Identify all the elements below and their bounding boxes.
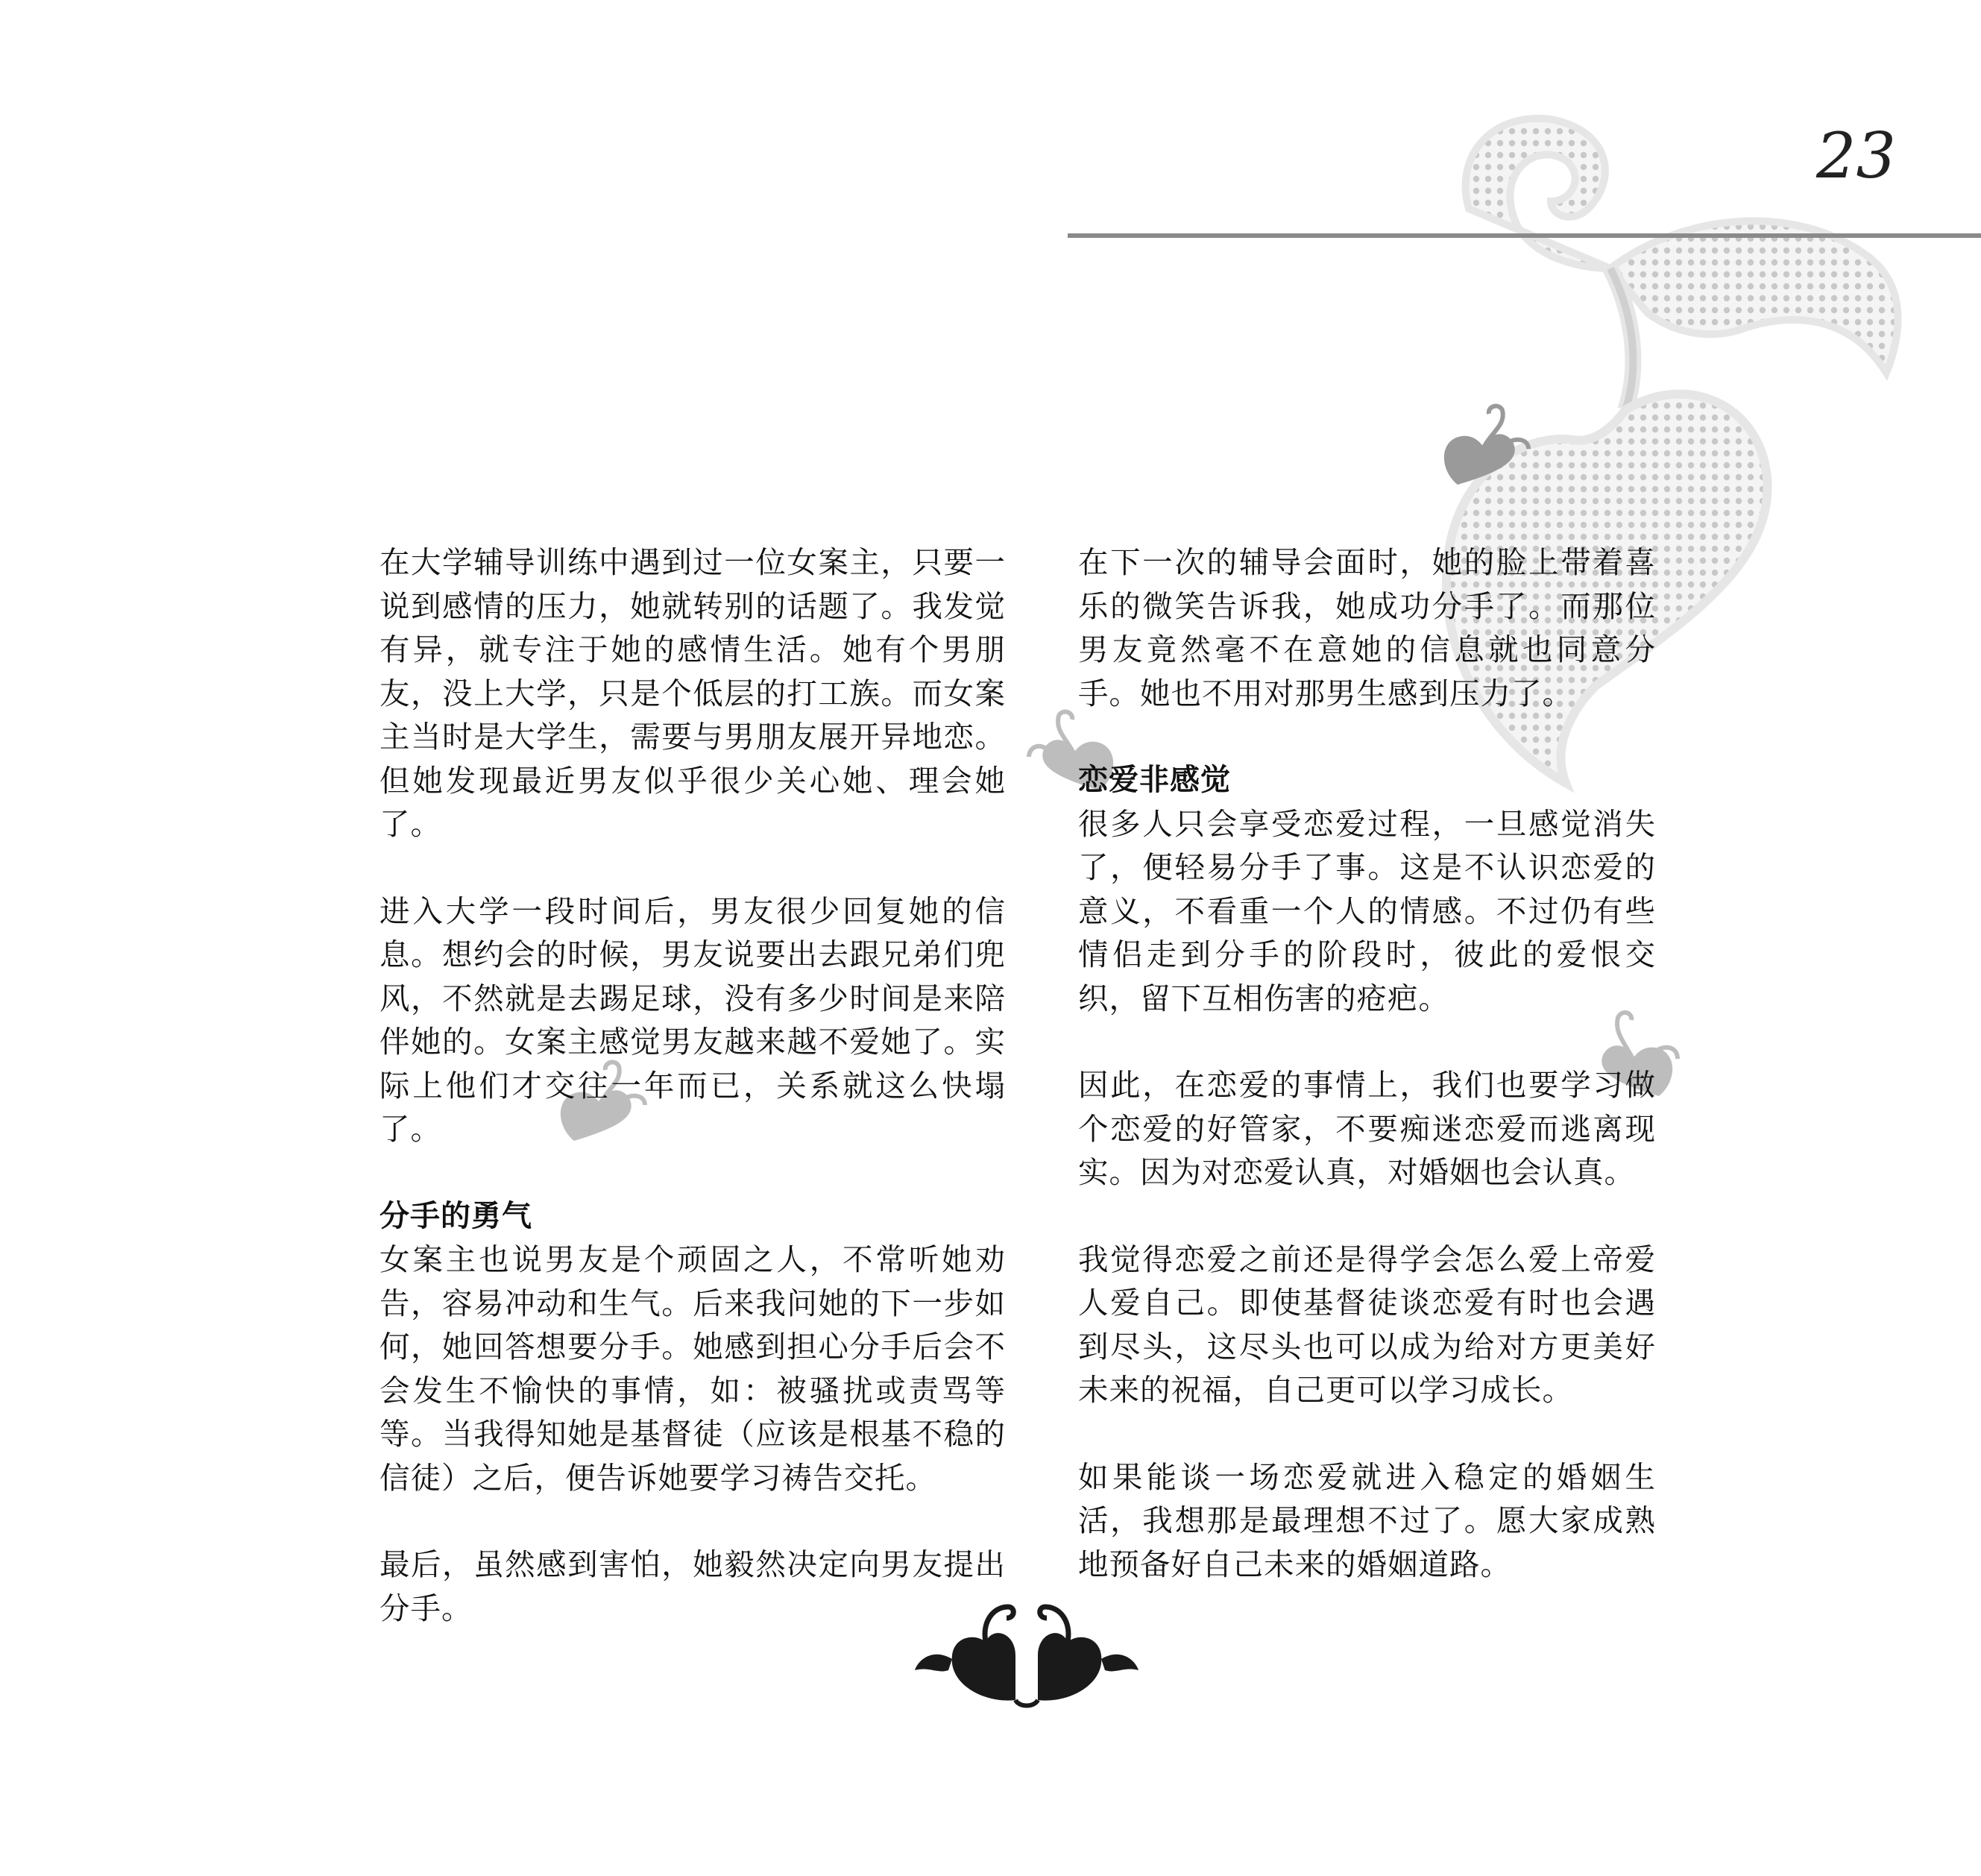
- paragraph: 在下一次的辅导会面时，她的脸上带着喜乐的微笑告诉我，她成功分手了。而那位男友竟然毫不在意她的信息就也同意分手。她也不用对那男生感到压力了。: [1078, 544, 1656, 711]
- paragraph: 在大学辅导训练中遇到过一位女案主，只要一说到感情的压力，她就转别的话题了。我发觉有异，就专注于她的感情生活。她有个男朋友，没上大学，只是个低层的打工族。而女案主当时是大学生，需要与男朋友展开异地恋。但她发现最近男友似乎很少关心她、理会她了。: [379, 544, 1006, 842]
- paragraph: 因此，在恋爱的事情上，我们也要学习做个恋爱的好管家，不要痴迷恋爱而逃离现实。因为对恋爱认真，对婚姻也会认真。: [1078, 1067, 1656, 1190]
- right-column: [1078, 541, 1656, 1629]
- header-rule: [1068, 233, 1981, 238]
- section-heading: 分手的勇气: [379, 1198, 532, 1233]
- paragraph: 最后，虽然感到害怕，她毅然决定向男友提出分手。: [379, 1546, 1006, 1626]
- paragraph: 如果能谈一场恋爱就进入稳定的婚姻生活，我想那是最理想不过了。愿大家成熟地预备好自己未来的婚姻道路。: [1078, 1458, 1656, 1582]
- paragraph: 我觉得恋爱之前还是得学会怎么爱上帝爱人爱自己。即使基督徒谈恋爱有时也会遇到尽头，这尽头也可以成为给对方更美好未来的祝福，自己更可以学习成长。: [1078, 1241, 1656, 1408]
- section-heading: 恋爱非感觉: [1078, 763, 1231, 797]
- left-column: [379, 541, 1006, 1673]
- paragraph: 女案主也说男友是个顽固之人，不常听她劝告，容易冲动和生气。后来我问她的下一步如何，她回答想要分手。她感到担心分手后会不会发生不愉快的事情，如：被骚扰或责骂等等。当我得知她是基督徒（应该是根基不稳的信徒）之后，便告诉她要学习祷告交托。: [379, 1241, 1006, 1496]
- paragraph: 进入大学一段时间后，男友很少回复她的信息。想约会的时候，男友说要出去跟兄弟们兜风，不然就是去踢足球，没有多少时间是来陪伴她的。女案主感觉男友越来越不爱她了。实际上他们才交往一年而已，关系就这么快塌了。: [379, 893, 1006, 1147]
- small-heart-ornament-icon: [1435, 403, 1532, 492]
- page-number: 23: [1816, 119, 1896, 192]
- paragraph: 很多人只会享受恋爱过程，一旦感觉消失了，便轻易分手了事。这是不认识恋爱的意义，不看重一个人的情感。不过仍有些情侣走到分手的阶段时，彼此的爱恨交织，留下互相伤害的疮疤。: [1078, 805, 1656, 1016]
